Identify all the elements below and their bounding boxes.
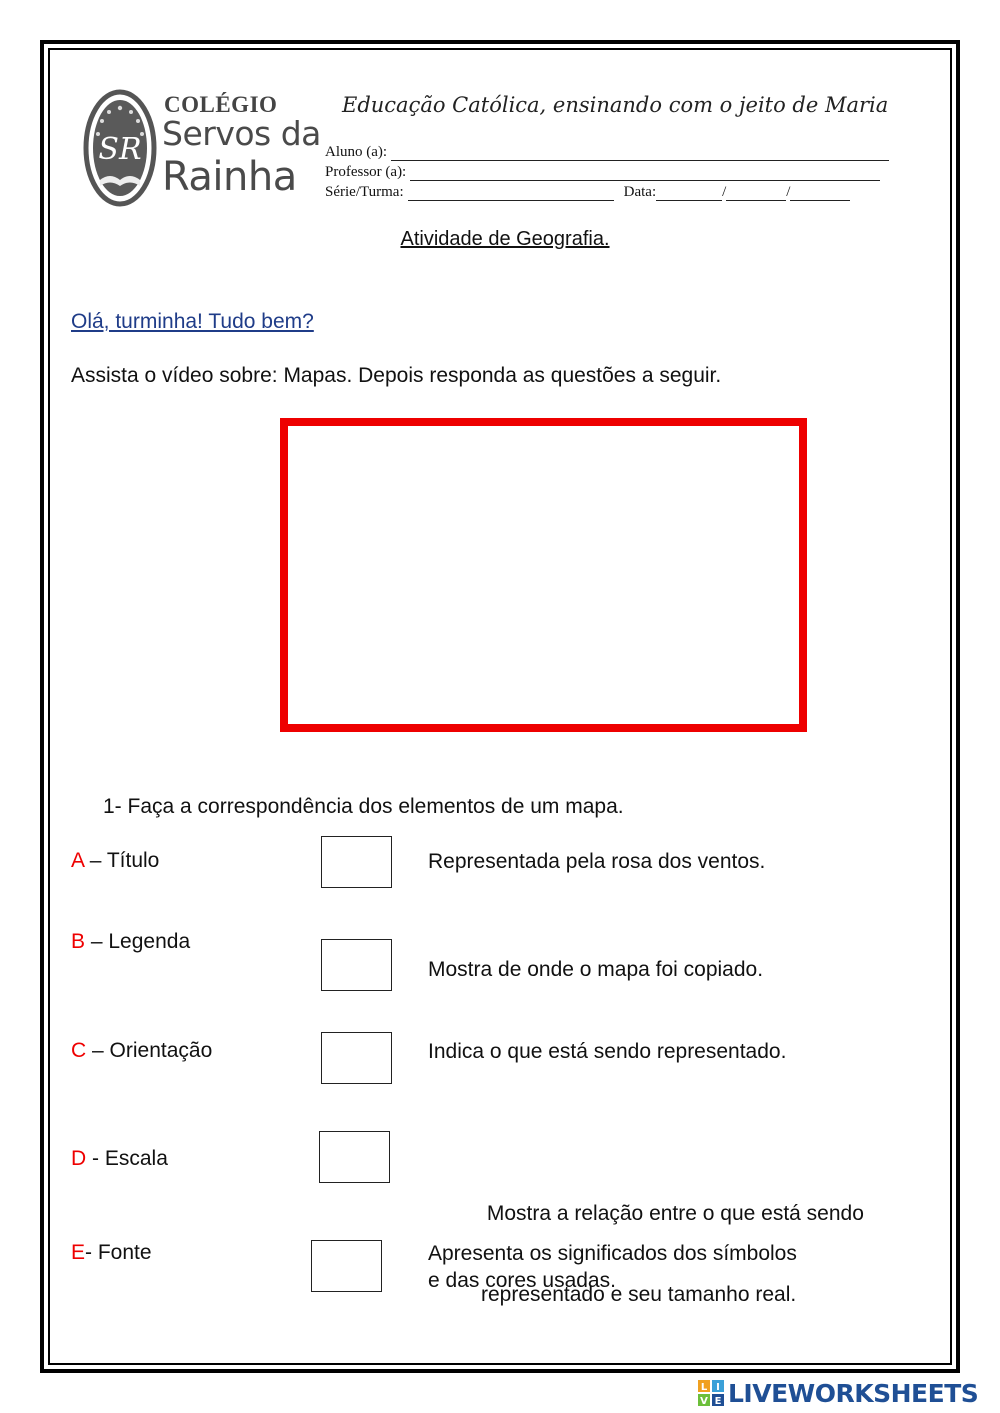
item-c-description xyxy=(428,1038,786,1065)
item-a-description xyxy=(428,848,765,875)
item-a-label xyxy=(71,849,159,873)
item-e-description xyxy=(428,1240,797,1294)
date-month-line[interactable] xyxy=(726,186,786,201)
greeting-text: Olá, turminha! Tudo bem? xyxy=(71,310,314,333)
date-separator-2: / xyxy=(786,184,791,200)
logo-emblem-icon xyxy=(82,86,162,210)
item-d-sep: - xyxy=(86,1147,105,1170)
teacher-name-line[interactable] xyxy=(410,166,880,181)
date-label: Data: xyxy=(623,184,657,200)
date-day-line[interactable] xyxy=(656,186,722,201)
item-c-name: Orientação xyxy=(109,1039,213,1062)
answer-box-4[interactable] xyxy=(319,1131,390,1183)
item-b-name: Legenda xyxy=(108,930,191,953)
student-name-line[interactable] xyxy=(391,146,889,161)
item-d-letter: D xyxy=(71,1147,87,1170)
item-c-sep: – xyxy=(86,1039,110,1062)
activity-title: Atividade de Geografia. xyxy=(400,228,610,250)
item-a-letter: A xyxy=(71,849,84,872)
desc-4-line-2: representado e seu tamanho real. xyxy=(481,1283,797,1306)
item-d-label xyxy=(71,1147,168,1171)
item-b-description xyxy=(428,956,763,983)
class-label: Série/Turma: xyxy=(325,184,404,200)
svg-text:I: I xyxy=(716,1382,720,1393)
school-motto: Educação Católica, ensinando com o jeito de Maria xyxy=(342,93,889,117)
item-e-sep: - xyxy=(85,1241,98,1264)
desc-3-line-1: Indica o que está sendo representado. xyxy=(428,1040,787,1063)
student-field xyxy=(325,144,889,161)
desc-5-line-2: e das cores usadas. xyxy=(428,1269,616,1292)
desc-5-line-1: Apresenta os significados dos símbolos xyxy=(428,1242,797,1265)
school-logo xyxy=(82,86,321,210)
svg-text:L: L xyxy=(700,1382,708,1393)
item-e-label xyxy=(71,1241,152,1265)
liveworksheets-brand[interactable] xyxy=(698,1376,978,1410)
video-embed-frame[interactable] xyxy=(280,418,807,732)
answer-box-2[interactable] xyxy=(321,939,392,991)
item-b-label xyxy=(71,930,190,954)
item-a-sep: – xyxy=(83,849,107,872)
item-e-letter: E xyxy=(71,1241,86,1264)
student-label: Aluno (a): xyxy=(325,144,388,160)
item-b-sep: – xyxy=(85,930,109,953)
class-line[interactable] xyxy=(408,186,614,201)
question-1-text: 1- Faça a correspondência dos elementos de um mapa. xyxy=(103,795,624,818)
liveworksheets-text: LIVEWORKSHEETS xyxy=(728,1378,979,1408)
answer-box-5[interactable] xyxy=(311,1240,382,1292)
teacher-field xyxy=(325,164,880,181)
date-separator-1: / xyxy=(722,184,727,200)
desc-1-line-1: Representada pela rosa dos ventos. xyxy=(428,850,766,873)
item-e-name: Fonte xyxy=(97,1241,152,1264)
item-a-name: Título xyxy=(106,849,160,872)
logo-line-rainha: Rainha xyxy=(162,154,297,200)
item-d-name: Escala xyxy=(104,1147,168,1170)
desc-2-line-1: Mostra de onde o mapa foi copiado. xyxy=(428,958,764,981)
date-year-line[interactable] xyxy=(790,186,850,201)
svg-text:E: E xyxy=(714,1396,722,1406)
svg-text:V: V xyxy=(700,1396,708,1406)
answer-box-3[interactable] xyxy=(321,1032,392,1084)
instruction-text: Assista o vídeo sobre: Mapas. Depois responda as questões a seguir. xyxy=(71,364,722,387)
item-c-label xyxy=(71,1039,212,1063)
item-b-letter: B xyxy=(71,930,86,953)
class-date-field xyxy=(325,184,850,201)
item-c-letter: C xyxy=(71,1039,87,1062)
desc-4-line-1: Mostra a relação entre o que está sendo xyxy=(481,1202,864,1225)
teacher-label: Professor (a): xyxy=(325,164,407,180)
liveworksheets-logo-icon xyxy=(698,1380,724,1406)
logo-line-colegio: COLÉGIO xyxy=(164,92,278,117)
svg-text:SR: SR xyxy=(98,132,142,167)
answer-box-1[interactable] xyxy=(321,836,392,888)
logo-line-servos: Servos da xyxy=(162,114,321,153)
